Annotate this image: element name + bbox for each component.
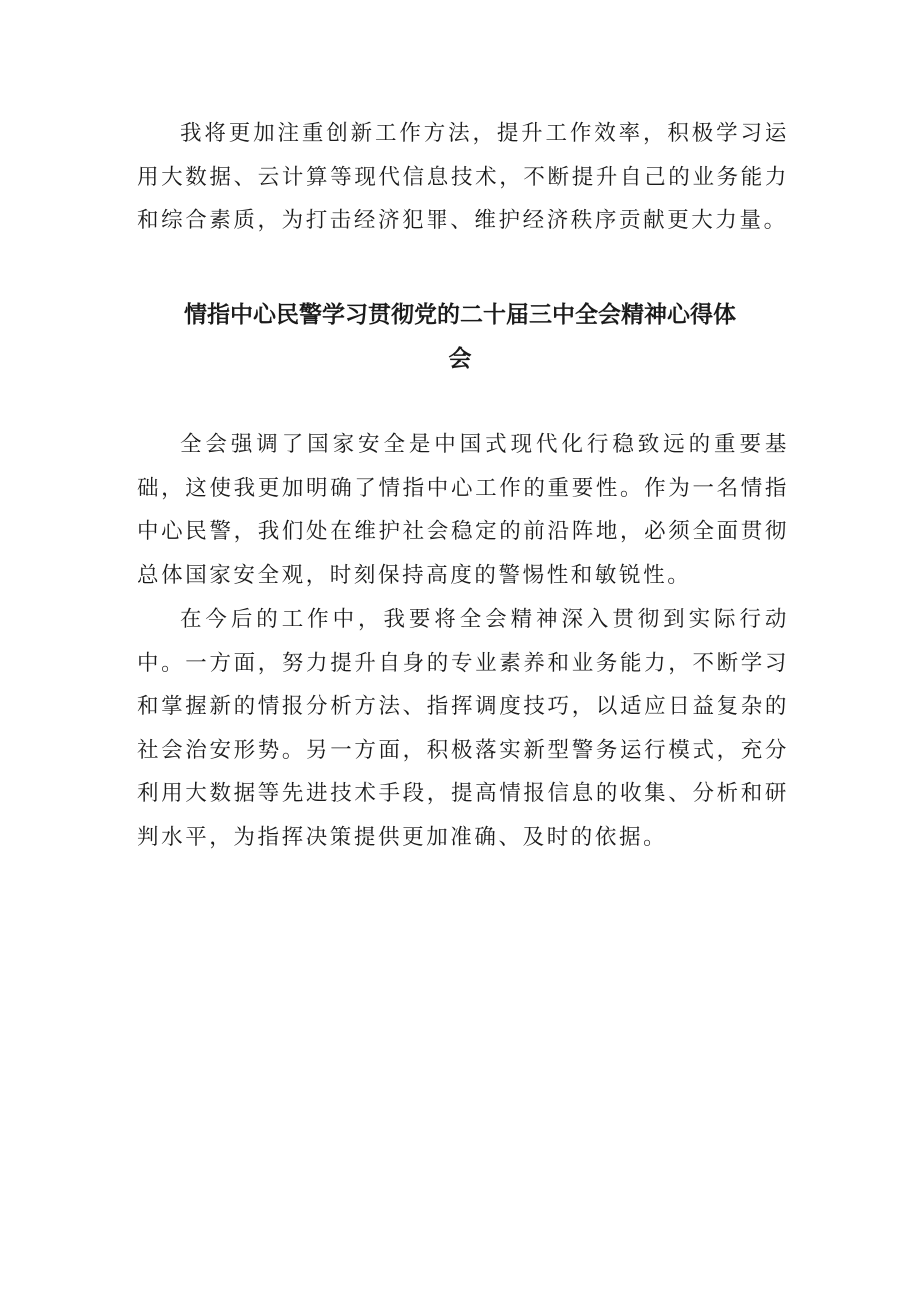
paragraph-1: 我将更加注重创新工作方法，提升工作效率，积极学习运用大数据、云计算等现代信息技术，不断提升自己的业务能力和综合素质，为打击经济犯罪、维护经济秩序贡献更大力量。 bbox=[137, 121, 789, 233]
article-title: 情指中心民警学习贯彻党的二十届三中全会精神心得体会 bbox=[184, 302, 736, 372]
paragraph-3: 在今后的工作中，我要将全会精神深入贯彻到实际行动中。一方面，努力提升自身的专业素养和业务能力，不断学习和掌握新的情报分析方法、指挥调度技巧，以适应日益复杂的社会治安形势。另一方面，积极落实新型警务运行模式，充分利用大数据等先进技术手段，提高情报信息的收集、分析和研判水平，为指挥决策提供更加准确、及时的依据。 bbox=[137, 607, 789, 850]
paragraph-2: 全会强调了国家安全是中国式现代化行稳致远的重要基础，这使我更加明确了情指中心工作的重要性。作为一名情指中心民警，我们处在维护社会稳定的前沿阵地，必须全面贯彻总体国家安全观，时刻保持高度的警惕性和敏锐性。 bbox=[137, 432, 789, 588]
